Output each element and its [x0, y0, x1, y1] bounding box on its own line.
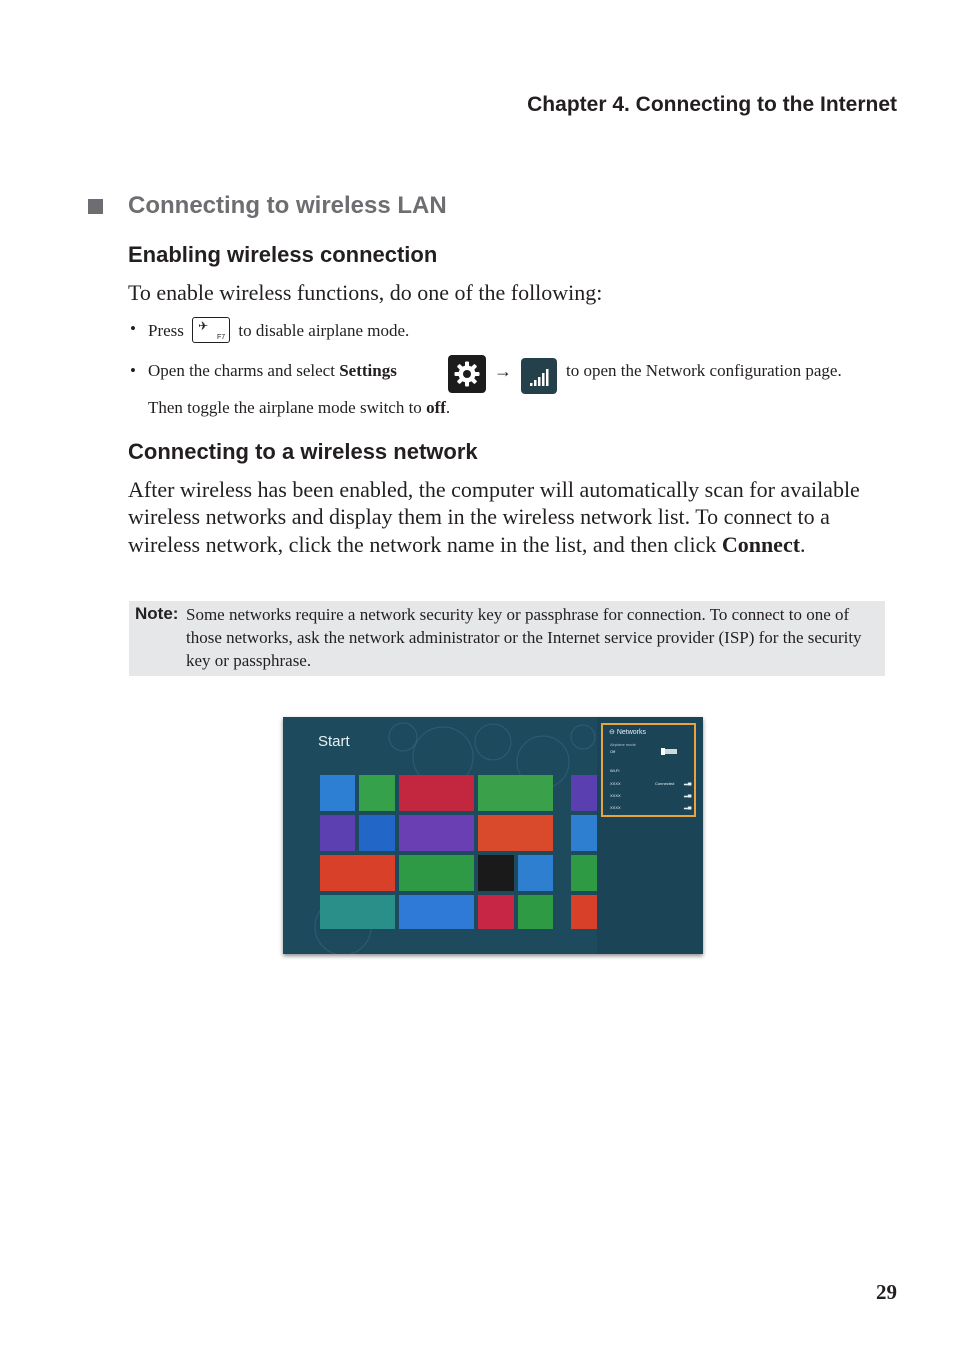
start-screen-screenshot	[283, 717, 703, 954]
connect-term: Connect	[721, 531, 801, 557]
off-term: off	[426, 398, 446, 417]
network-status: Connected	[655, 781, 675, 786]
tile[interactable]	[399, 895, 474, 929]
signal-icon: ▂▄	[684, 792, 692, 798]
chapter-header: Chapter 4. Connecting to the Internet	[527, 93, 897, 116]
network-signal-icon	[521, 358, 557, 394]
tile[interactable]	[359, 815, 395, 851]
bullet-airplane-key	[148, 319, 409, 345]
key-fn-label: F7	[216, 334, 226, 341]
signal-icon: ▂▄	[684, 804, 692, 810]
bullet2-post: to open the Network configuration page.	[566, 361, 842, 380]
bullet2-cont-pre: Then toggle the airplane mode switch to	[148, 398, 422, 417]
bullet-marker: •	[130, 319, 136, 338]
tile[interactable]	[571, 815, 597, 851]
subheading-connecting: Connecting to a wireless network	[128, 439, 478, 464]
start-label: Start	[318, 733, 350, 750]
airplane-icon: ✈	[198, 319, 209, 333]
connecting-end: .	[800, 531, 806, 557]
subheading-enabling: Enabling wireless connection	[128, 242, 438, 267]
tile[interactable]	[571, 775, 597, 811]
bullet2-pre: Open the charms and select	[148, 361, 335, 380]
wifi-label: Wi-Fi	[610, 768, 620, 773]
tile[interactable]	[399, 815, 474, 851]
tile[interactable]	[399, 855, 474, 891]
section-title: Connecting to wireless LAN	[128, 192, 447, 219]
connecting-paragraph	[128, 476, 898, 558]
settings-term: Settings	[339, 361, 397, 380]
tile[interactable]	[478, 775, 553, 811]
tile[interactable]	[478, 815, 553, 851]
network-name[interactable]: XXXX	[610, 793, 621, 798]
tile[interactable]	[571, 855, 597, 891]
bullet1-pre: Press	[148, 320, 184, 340]
tile[interactable]	[478, 895, 514, 929]
gear-icon	[448, 355, 486, 393]
intro-text: To enable wireless functions, do one of the following:	[128, 280, 603, 305]
bullet-marker: •	[130, 361, 136, 380]
tile[interactable]	[478, 855, 514, 891]
back-icon[interactable]: ⊖	[609, 729, 615, 736]
airplane-mode-value: Off	[610, 749, 616, 754]
airplane-key	[192, 317, 230, 343]
bullet2-cont-end: .	[445, 398, 451, 417]
section-bullet-square	[88, 199, 103, 214]
airplane-toggle-thumb[interactable]	[661, 748, 665, 755]
bullet2-continuation	[148, 398, 450, 418]
tile[interactable]	[320, 815, 355, 851]
networks-title-text: Networks	[616, 729, 647, 736]
network-name[interactable]: XXXX	[610, 805, 621, 810]
tile[interactable]	[320, 775, 355, 811]
tile[interactable]	[320, 855, 395, 891]
signal-icon: ▂▄	[684, 780, 692, 786]
tile[interactable]	[320, 895, 395, 929]
arrow-glyph: →	[494, 361, 512, 381]
bullet-settings	[148, 361, 397, 381]
page-number: 29	[876, 1280, 897, 1304]
note-text: Some networks require a network security key or passphrase for connection. To connect to one of those networks, ask the network administrator or the Internet service provider (ISP) for the security key or passphrase.	[186, 605, 862, 670]
tile[interactable]	[359, 775, 395, 811]
tile[interactable]	[571, 895, 597, 929]
tile[interactable]	[518, 895, 553, 929]
tile[interactable]	[518, 855, 553, 891]
tile[interactable]	[399, 775, 474, 811]
networks-title[interactable]	[609, 728, 646, 736]
network-name[interactable]: XXXX	[610, 781, 621, 786]
connecting-text: After wireless has been enabled, the computer will automatically scan for available wireless networks and display them in the wireless network list. To connect to a wireless network, click the network name in the list, and then click	[128, 477, 860, 557]
airplane-mode-label: Airplane mode	[610, 742, 636, 747]
bullet1-post: to disable airplane mode.	[238, 320, 410, 340]
note-label: Note:	[135, 604, 179, 623]
